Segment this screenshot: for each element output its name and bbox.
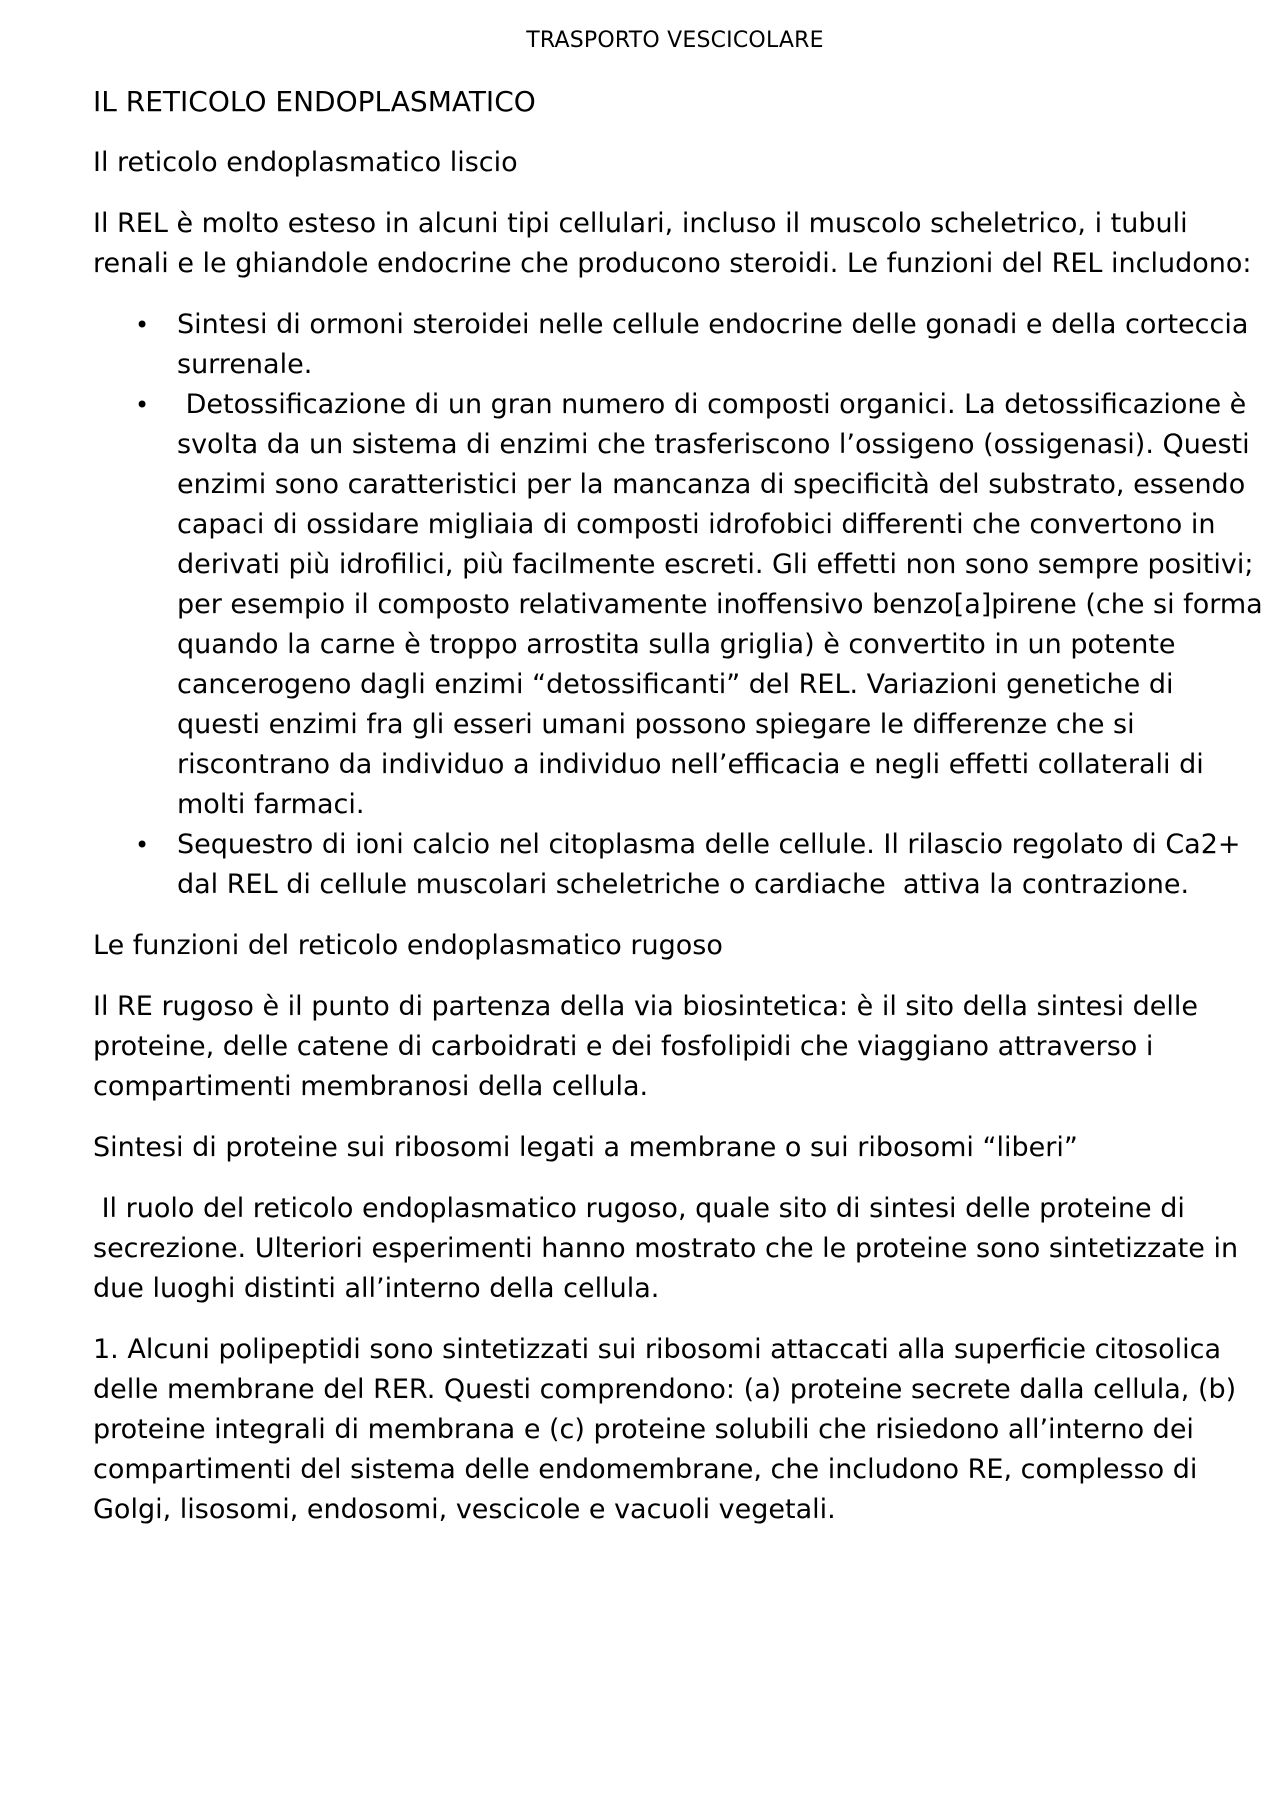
paragraph-rel-intro: Il REL è molto esteso in alcuni tipi cellulari, incluso il muscolo scheletrico, i tubuli renali e le ghiandole endocrine che producono steroidi. Le funzioni del REL includono: [93,208,1252,279]
list-item-text: Sintesi di ormoni steroidei nelle cellule endocrine delle gonadi e della corteccia surrenale. [177,309,1249,380]
list-item-text: Sequestro di ioni calcio nel citoplasma delle cellule. Il rilascio regolato di Ca2+ dal REL di cellule muscolari scheletriche o cardiache attiva la contrazione. [177,829,1250,900]
list-item [93,305,1263,385]
subsection-heading-ribosomes: Sintesi di proteine sui ribosomi legati a membrane o sui ribosomi “liberi” [93,1132,1078,1163]
subsection-heading-rel: Il reticolo endoplasmatico liscio [93,147,518,178]
list-item [93,385,1272,825]
paragraph-rer-intro: Il RE rugoso è il punto di partenza della via biosintetica: è il sito della sintesi delle proteine, delle catene di carboidrati e dei fosfolipidi che viaggiano attraverso i compartimenti membranosi della cellula. [93,991,1198,1102]
subsection-heading-rer: Le funzioni del reticolo endoplasmatico rugoso [93,930,723,961]
bullet-list-rel-functions [93,305,1272,905]
bullet-icon: • [135,831,150,859]
list-item-text: Detossificazione di un gran numero di composti organici. La detossificazione è svolta da un sistema di enzimi che trasferiscono l’ossigeno (ossigenasi). Questi enzimi sono caratteristici per la mancanza di specificità del substrato, essendo capaci di ossidare migliaia di composti idrofobici differenti che convertono in derivati più idrofilici, più facilmente escreti. Gli effetti non sono sempre positivi; per esempio il composto relativamente inoffensivo benzo[a]pirene (che si forma quando la carne è troppo arrostita sulla griglia) è convertito in un potente cancerogeno dagli enzimi “detossificanti” del REL. Variazioni genetiche di questi enzimi fra gli esseri umani possono spiegare le differenze che si riscontrano da individuo a individuo nell’efficacia e negli effetti collaterali di molti farmaci. [177,389,1272,820]
running-header: TRASPORTO VESCICOLARE [526,28,824,53]
bullet-icon: • [135,391,150,419]
document-body [93,82,1272,1551]
numbered-point-1: 1. Alcuni polipeptidi sono sintetizzati sui ribosomi attaccati alla superficie citosolica delle membrane del RER. Questi comprendono: (a) proteine secrete dalla cellula, (b) proteine integrali di membrana e (c) proteine solubili che risiedono all’interno dei compartimenti del sistema delle endomembrane, che includono RE, complesso di Golgi, lisosomi, endosomi, vescicole e vacuoli vegetali. [93,1334,1237,1525]
list-item [93,825,1263,905]
section-title: IL RETICOLO ENDOPLASMATICO [93,85,536,118]
paragraph-ribosomes: Il ruolo del reticolo endoplasmatico rugoso, quale sito di sintesi delle proteine di secrezione. Ulteriori esperimenti hanno mostrato che le proteine sono sintetizzate in due luoghi distinti all’interno della cellula. [93,1193,1247,1304]
bullet-icon: • [135,311,150,339]
